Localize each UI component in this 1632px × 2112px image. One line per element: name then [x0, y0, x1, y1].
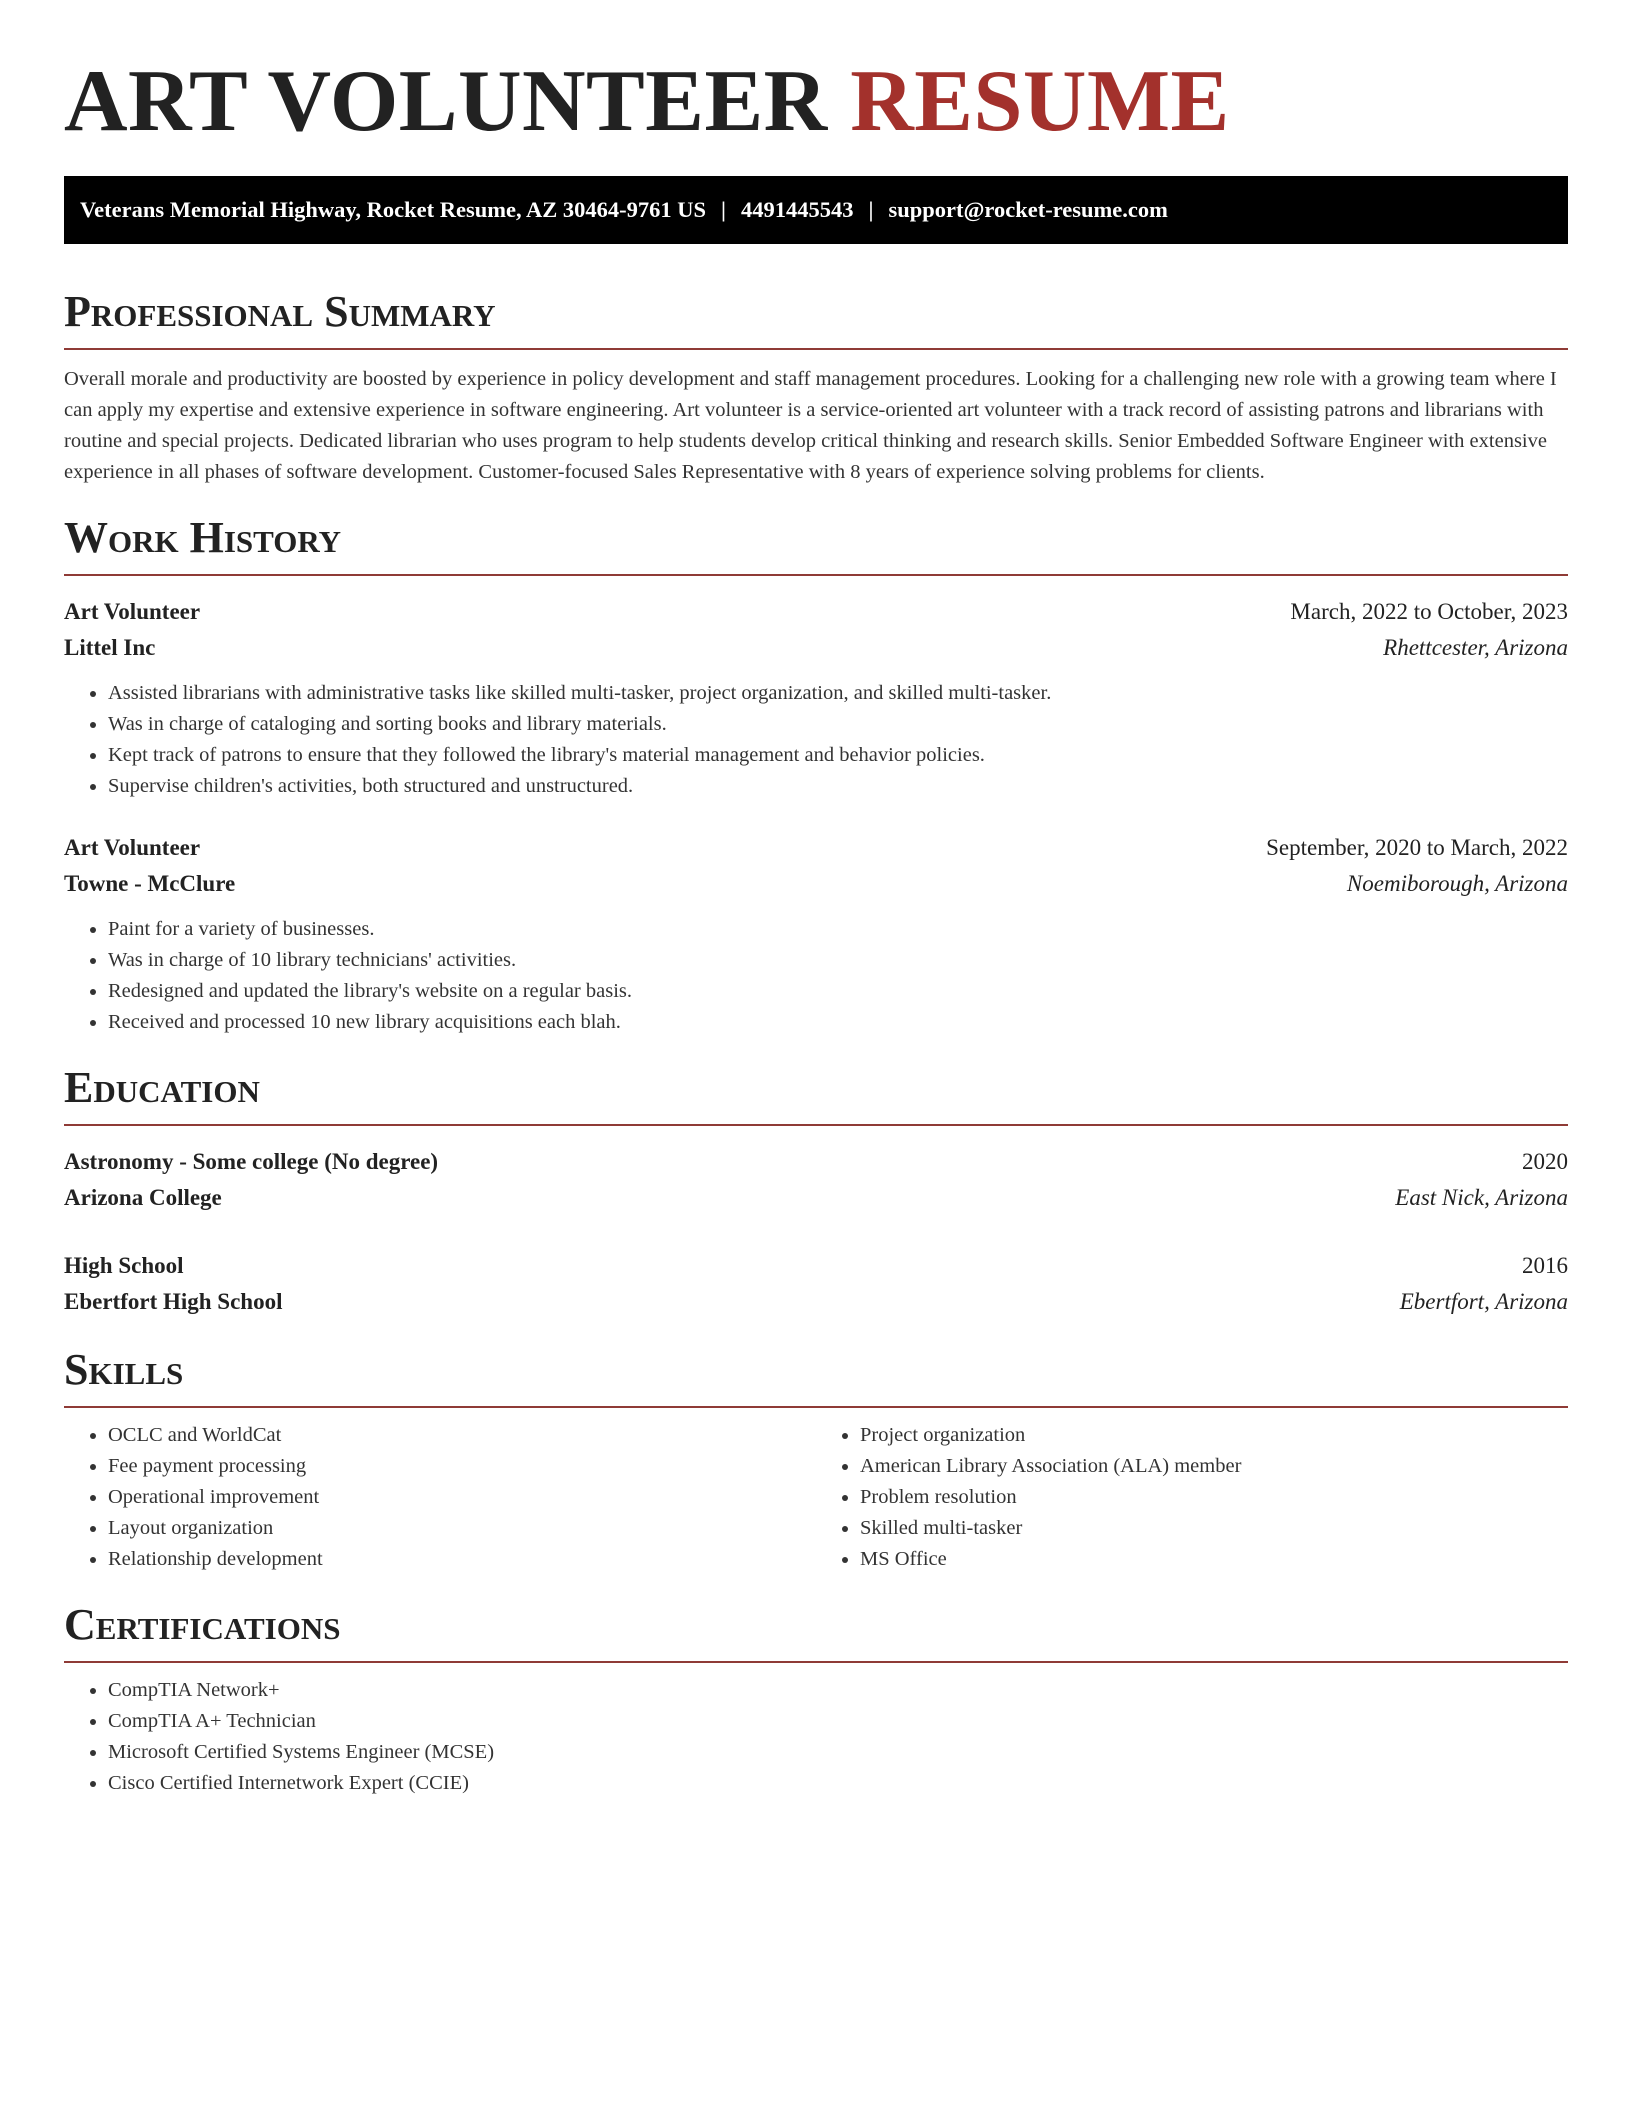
contact-separator: |: [868, 197, 874, 222]
education-entry: [64, 1248, 1568, 1320]
education-degree: High School: [64, 1253, 184, 1278]
skills-section: [64, 1344, 1568, 1575]
certifications-section: [64, 1599, 1568, 1799]
job-entry: [64, 594, 1568, 802]
education-school-row: [64, 1180, 1568, 1216]
certification-item: • CompTIA A+ Technician: [108, 1706, 1568, 1737]
resume-title: [64, 52, 1568, 152]
job-bullets: [64, 678, 1568, 802]
job-header-row: [64, 594, 1568, 630]
skills-list-right: [816, 1420, 1568, 1575]
contact-separator: |: [721, 197, 726, 222]
resume-title-accent: RESUME: [850, 53, 1230, 150]
education-degree-row: [64, 1248, 1568, 1284]
section-heading-summary: Professional Summary: [64, 286, 1568, 350]
certifications-list: [64, 1675, 1568, 1799]
skill-item: • Problem resolution: [860, 1482, 1568, 1513]
education-degree-row: [64, 1144, 1568, 1180]
job-title: Art Volunteer: [64, 835, 201, 860]
job-bullet: • Assisted librarians with administrative tasks like skilled multi-tasker, project organization, and skilled multi-tasker.: [108, 678, 1568, 709]
section-heading-work-history: Work History: [64, 512, 1568, 576]
contact-email[interactable]: support@rocket-resume.com: [888, 197, 1168, 222]
education-school-row: [64, 1284, 1568, 1320]
skill-item: • Layout organization: [108, 1513, 816, 1544]
job-company-row: [64, 866, 1568, 902]
education-entry: [64, 1144, 1568, 1216]
job-bullet: • Was in charge of cataloging and sorting books and library materials.: [108, 709, 1568, 740]
job-company: Littel Inc: [64, 635, 156, 660]
job-location: Noemiborough, Arizona: [1346, 871, 1568, 896]
education-year: 2020: [1522, 1149, 1568, 1174]
job-bullet: • Kept track of patrons to ensure that they followed the library's material management and behavior policies.: [108, 740, 1568, 771]
skills-list-left: [64, 1420, 816, 1575]
job-location: Rhettcester, Arizona: [1383, 635, 1568, 660]
skill-item: • Skilled multi-tasker: [860, 1513, 1568, 1544]
resume-title-main: ART VOLUNTEER: [64, 53, 828, 150]
contact-phone[interactable]: 4491445543: [740, 197, 854, 222]
job-entry: [64, 830, 1568, 1038]
skill-item: • American Library Association (ALA) member: [860, 1451, 1568, 1482]
education-school: Arizona College: [64, 1185, 222, 1210]
education-year: 2016: [1522, 1253, 1568, 1278]
contact-bar: [64, 176, 1568, 244]
certification-item: • CompTIA Network+: [108, 1675, 1568, 1706]
job-header-row: [64, 830, 1568, 866]
skill-item: • Fee payment processing: [108, 1451, 816, 1482]
education-degree: Astronomy - Some college (No degree): [64, 1149, 439, 1174]
contact-address: Veterans Memorial Highway, Rocket Resume, AZ 30464-9761 US: [80, 197, 706, 222]
skill-item: • Relationship development: [108, 1544, 816, 1575]
work-history-section: [64, 512, 1568, 1038]
skill-item: • Operational improvement: [108, 1482, 816, 1513]
summary-section: [64, 286, 1568, 488]
job-bullet: • Was in charge of 10 library technicians' activities.: [108, 945, 1568, 976]
job-bullet: • Paint for a variety of businesses.: [108, 914, 1568, 945]
education-location: Ebertfort, Arizona: [1399, 1289, 1568, 1314]
section-heading-education: Education: [64, 1062, 1568, 1126]
job-dates: March, 2022 to October, 2023: [1290, 599, 1568, 624]
job-title: Art Volunteer: [64, 599, 201, 624]
education-section: [64, 1062, 1568, 1320]
job-bullet: • Supervise children's activities, both structured and unstructured.: [108, 771, 1568, 802]
job-bullets: [64, 914, 1568, 1038]
education-location: East Nick, Arizona: [1395, 1185, 1568, 1210]
certification-item: • Cisco Certified Internetwork Expert (CCIE): [108, 1768, 1568, 1799]
section-heading-skills: Skills: [64, 1344, 1568, 1408]
section-heading-certifications: Certifications: [64, 1599, 1568, 1663]
summary-text: Overall morale and productivity are boosted by experience in policy development and staff management procedures. Looking for a challenging new role with a growing team where I can apply my expertise and extensive experience in software engineering. Art volunteer is a service-oriented art volunteer with a track record of assisting patrons and librarians with routine and special projects. Dedicated librarian who uses program to help students develop critical thinking and research skills. Senior Embedded Software Engineer with extensive experience in all phases of software development. Customer-focused Sales Representative with 8 years of experience solving problems for clients.: [64, 368, 1557, 483]
job-bullet: • Redesigned and updated the library's website on a regular basis.: [108, 976, 1568, 1007]
job-company-row: [64, 630, 1568, 666]
skill-item: • MS Office: [860, 1544, 1568, 1575]
skill-item: • OCLC and WorldCat: [108, 1420, 816, 1451]
skills-grid: [64, 1420, 1568, 1575]
education-school: Ebertfort High School: [64, 1289, 283, 1314]
job-bullet: • Received and processed 10 new library acquisitions each blah.: [108, 1007, 1568, 1038]
job-dates: September, 2020 to March, 2022: [1266, 835, 1568, 860]
certification-item: • Microsoft Certified Systems Engineer (MCSE): [108, 1737, 1568, 1768]
skill-item: • Project organization: [860, 1420, 1568, 1451]
job-company: Towne - McClure: [64, 871, 236, 896]
